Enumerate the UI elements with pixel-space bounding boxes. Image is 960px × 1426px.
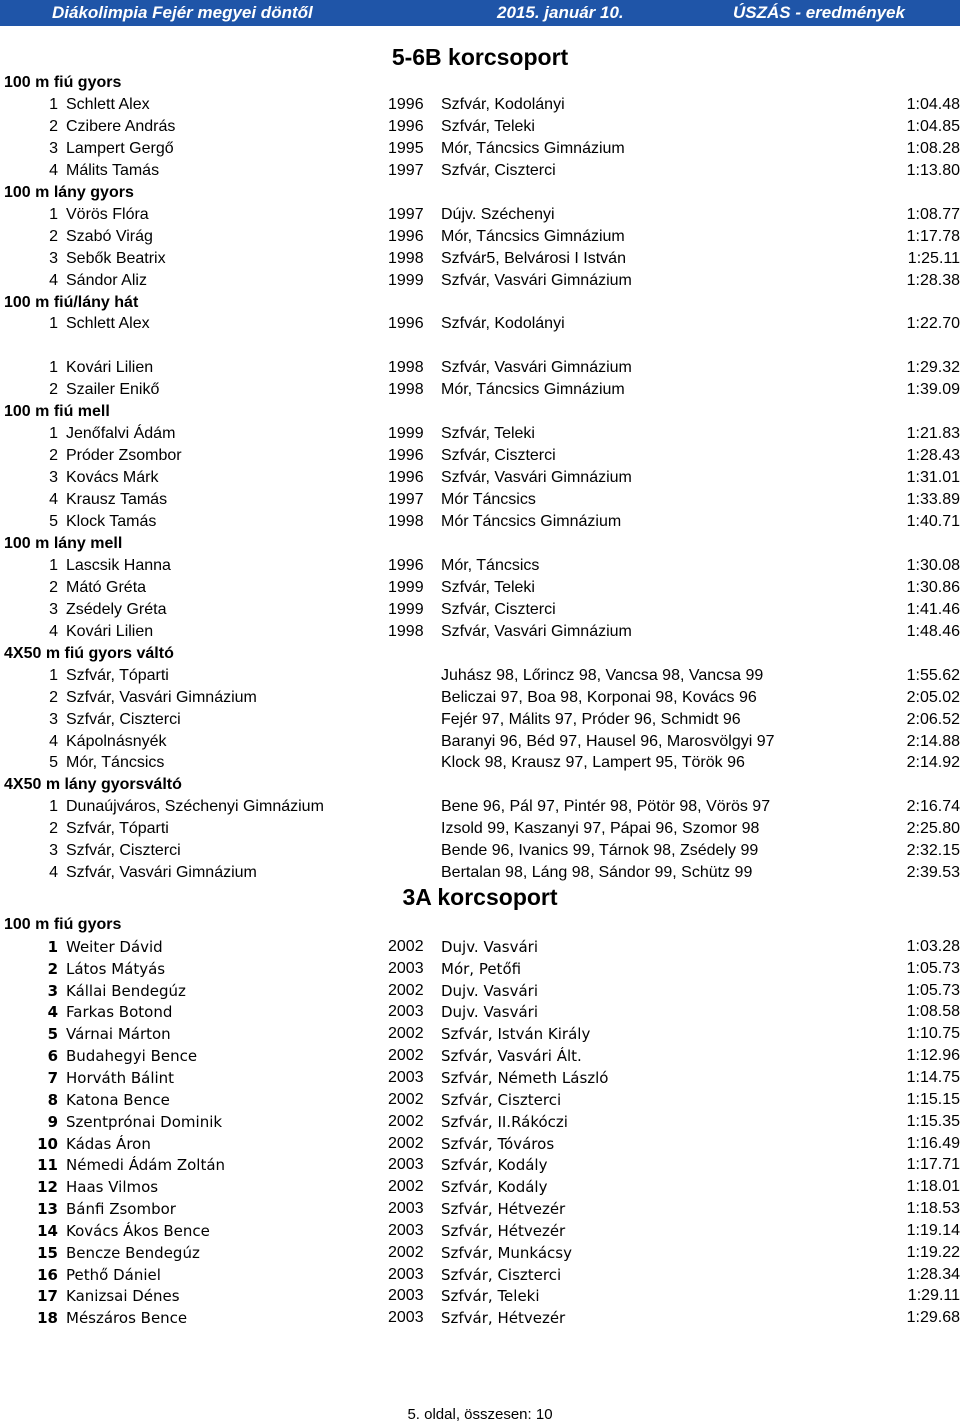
result-rank: 3 bbox=[49, 139, 58, 157]
result-time: 1:04.85 bbox=[906, 117, 960, 135]
result-name: Farkas Botond bbox=[66, 1003, 173, 1022]
result-club: Juhász 98, Lőrincz 98, Vancsa 98, Vancsa 99 bbox=[441, 666, 764, 684]
result-name: Klock Tamás bbox=[66, 513, 157, 530]
result-rank: 1 bbox=[49, 359, 58, 377]
result-name: Szfvár, Vasvári Gimnázium bbox=[66, 864, 257, 882]
result-time: 1:28.34 bbox=[906, 1265, 960, 1283]
result-year: 2003 bbox=[388, 1156, 424, 1174]
result-row bbox=[0, 601, 960, 623]
result-name: Bencze Bendegúz bbox=[66, 1243, 200, 1262]
result-rank: 3 bbox=[47, 981, 58, 1000]
result-row bbox=[0, 1047, 960, 1069]
result-rank: 4 bbox=[49, 161, 58, 179]
result-time: 1:18.53 bbox=[906, 1200, 960, 1218]
result-time: 1:40.71 bbox=[906, 513, 960, 530]
result-time: 1:48.46 bbox=[906, 622, 960, 640]
event-title: 100 m fiú gyors bbox=[4, 916, 122, 933]
result-club: Dujv. Vasvári bbox=[441, 981, 538, 1000]
result-name: Lampert Gergő bbox=[66, 139, 174, 157]
result-year: 2003 bbox=[388, 1309, 424, 1327]
result-row bbox=[0, 1309, 960, 1331]
result-club: Baranyi 96, Béd 97, Hausel 96, Marosvölgyi 97 bbox=[441, 732, 775, 750]
result-time: 1:21.83 bbox=[906, 425, 960, 443]
result-club: Szfvár, Kodály bbox=[441, 1178, 548, 1197]
result-club: Szfvár, Teleki bbox=[441, 1287, 540, 1306]
result-time: 1:05.73 bbox=[906, 959, 960, 977]
result-rank: 6 bbox=[47, 1047, 58, 1066]
result-club: Szfvár5, Belvárosi I István bbox=[441, 249, 626, 267]
result-row bbox=[0, 1003, 960, 1025]
result-club: Szfvár, Hétvezér bbox=[441, 1200, 566, 1219]
result-club: Szfvár, Ciszterci bbox=[441, 1090, 562, 1109]
result-time: 1:29.68 bbox=[906, 1309, 960, 1327]
section-title: 5-6B korcsoport bbox=[391, 44, 569, 70]
result-club: Szfvár, Ciszterci bbox=[441, 600, 556, 618]
result-year: 2002 bbox=[388, 981, 424, 999]
result-club: Szfvár, Vasvári Gimnázium bbox=[441, 469, 632, 487]
result-name: Horváth Bálint bbox=[66, 1068, 175, 1087]
result-name: Dunaújváros, Széchenyi Gimnázium bbox=[66, 798, 324, 816]
result-row bbox=[0, 623, 960, 645]
result-rank: 12 bbox=[37, 1178, 58, 1197]
result-rank: 1 bbox=[49, 666, 58, 684]
result-time: 1:28.38 bbox=[906, 271, 960, 289]
result-time: 1:25.11 bbox=[907, 249, 960, 267]
result-time: 1:22.70 bbox=[906, 315, 960, 333]
result-time: 1:18.01 bbox=[906, 1178, 960, 1196]
result-rank: 1 bbox=[49, 798, 58, 816]
result-name: Várnai Márton bbox=[66, 1025, 171, 1044]
result-year: 1996 bbox=[388, 95, 424, 113]
result-time: 1:08.58 bbox=[906, 1003, 960, 1021]
result-time: 1:04.48 bbox=[906, 95, 960, 113]
result-club: Szfvár, Vasvári Gimnázium bbox=[441, 271, 632, 289]
result-name: Jenőfalvi Ádám bbox=[66, 425, 176, 443]
header-competition: Diákolimpia Fejér megyei döntől bbox=[52, 3, 313, 22]
result-row bbox=[0, 118, 960, 140]
result-time: 1:08.28 bbox=[906, 139, 960, 157]
result-row bbox=[0, 447, 960, 469]
result-rank: 2 bbox=[49, 820, 58, 838]
result-row bbox=[0, 1222, 960, 1244]
result-club: Szfvár, Teleki bbox=[441, 425, 535, 443]
result-row bbox=[0, 513, 960, 535]
result-year: 2002 bbox=[388, 937, 424, 955]
result-time: 1:17.78 bbox=[906, 227, 960, 245]
result-time: 1:13.80 bbox=[906, 161, 960, 179]
result-row bbox=[0, 960, 960, 982]
result-rank: 4 bbox=[49, 271, 58, 289]
result-year: 1999 bbox=[388, 578, 424, 596]
result-year: 1999 bbox=[388, 600, 424, 618]
result-row bbox=[0, 842, 960, 864]
result-year: 1998 bbox=[388, 513, 424, 530]
result-name: Szailer Enikő bbox=[66, 381, 160, 399]
result-row bbox=[0, 820, 960, 842]
result-time: 1:30.86 bbox=[906, 578, 960, 596]
result-time: 1:28.43 bbox=[906, 447, 960, 465]
result-rank: 3 bbox=[49, 600, 58, 618]
result-row bbox=[0, 140, 960, 162]
result-rank: 2 bbox=[49, 578, 58, 596]
result-club: Szfvár, Vasvári Ált. bbox=[441, 1047, 582, 1066]
result-club: Izsold 99, Kaszanyi 97, Pápai 96, Szomor 98 bbox=[441, 820, 760, 838]
result-club: Szfvár, Munkácsy bbox=[441, 1243, 572, 1262]
result-name: Szfvár, Vasvári Gimnázium bbox=[66, 688, 257, 706]
result-club: Dujv. Vasvári bbox=[441, 937, 538, 956]
result-rank: 4 bbox=[47, 1003, 58, 1022]
result-year: 1996 bbox=[388, 117, 424, 135]
header-date: 2015. január 10. bbox=[497, 3, 624, 22]
result-name: Pethő Dániel bbox=[66, 1265, 161, 1284]
result-year: 1997 bbox=[388, 205, 424, 223]
result-name: Zsédely Gréta bbox=[66, 600, 167, 618]
result-time: 1:17.71 bbox=[906, 1156, 960, 1174]
result-name: Kanizsai Dénes bbox=[66, 1287, 180, 1306]
result-rank: 9 bbox=[47, 1112, 58, 1131]
result-rank: 2 bbox=[49, 447, 58, 465]
result-row bbox=[0, 228, 960, 250]
result-rank: 16 bbox=[37, 1265, 58, 1284]
result-rank: 4 bbox=[49, 622, 58, 640]
result-row bbox=[0, 1069, 960, 1091]
result-name: Mátó Gréta bbox=[66, 578, 147, 596]
result-rank: 5 bbox=[47, 1025, 58, 1044]
result-name: Látos Mátyás bbox=[66, 959, 166, 978]
result-club: Szfvár, Teleki bbox=[441, 578, 535, 596]
result-row bbox=[0, 982, 960, 1004]
event-title: 100 m fiú mell bbox=[4, 403, 110, 421]
result-club: Szfvár, Hétvezér bbox=[441, 1309, 566, 1328]
result-rank: 3 bbox=[49, 842, 58, 860]
result-club: Szfvár, Németh László bbox=[441, 1068, 609, 1087]
result-rank: 13 bbox=[37, 1200, 58, 1219]
result-rank: 7 bbox=[47, 1068, 58, 1087]
page-footer: 5. oldal, összesen: 10 bbox=[407, 1406, 553, 1423]
result-rank: 2 bbox=[49, 227, 58, 245]
result-year: 1999 bbox=[388, 271, 424, 289]
result-club: Mór Táncsics Gimnázium bbox=[441, 513, 622, 530]
result-time: 2:14.92 bbox=[906, 754, 960, 772]
result-row bbox=[0, 1113, 960, 1135]
result-club: Mór, Táncsics bbox=[441, 556, 540, 574]
result-rank: 5 bbox=[49, 754, 58, 772]
result-time: 1:19.14 bbox=[906, 1221, 960, 1239]
result-club: Mór, Táncsics Gimnázium bbox=[441, 139, 625, 157]
result-name: Málits Tamás bbox=[66, 161, 160, 179]
event-title: 100 m fiú/lány hát bbox=[4, 293, 139, 311]
result-club: Szfvár, Ciszterci bbox=[441, 1265, 562, 1284]
result-club: Fejér 97, Málits 97, Próder 96, Schmidt 96 bbox=[441, 710, 741, 728]
result-time: 1:16.49 bbox=[906, 1134, 960, 1152]
result-rank: 2 bbox=[49, 381, 58, 399]
result-name: Czibere András bbox=[66, 117, 176, 135]
result-row bbox=[0, 96, 960, 118]
result-name: Kádas Áron bbox=[66, 1134, 151, 1153]
result-rank: 5 bbox=[49, 513, 58, 530]
result-club: Szfvár, Tóváros bbox=[441, 1134, 555, 1153]
result-row bbox=[0, 250, 960, 272]
result-name: Szfvár, Tóparti bbox=[66, 820, 169, 838]
result-row bbox=[0, 711, 960, 733]
result-year: 2002 bbox=[388, 1243, 424, 1261]
result-club: Szfvár, Teleki bbox=[441, 117, 535, 135]
event-title: 100 m lány mell bbox=[4, 534, 123, 552]
result-time: 1:29.11 bbox=[907, 1287, 960, 1305]
result-row bbox=[0, 491, 960, 513]
result-name: Kovács Ákos Bence bbox=[66, 1221, 210, 1240]
result-rank: 3 bbox=[49, 469, 58, 487]
result-name: Kovári Lilien bbox=[66, 359, 154, 377]
result-time: 2:14.88 bbox=[906, 732, 960, 750]
result-name: Schlett Alex bbox=[66, 315, 150, 333]
result-club: Szfvár, Kodolányi bbox=[441, 315, 565, 333]
result-club: Szfvár, Ciszterci bbox=[441, 161, 556, 179]
page-header bbox=[0, 0, 960, 26]
result-club: Szfvár, Vasvári Gimnázium bbox=[441, 359, 632, 377]
result-club: Szfvár, Hétvezér bbox=[441, 1221, 566, 1240]
result-time: 1:05.73 bbox=[906, 981, 960, 999]
result-row bbox=[0, 733, 960, 755]
result-row bbox=[0, 1200, 960, 1222]
result-rank: 1 bbox=[49, 425, 58, 443]
result-row bbox=[0, 469, 960, 491]
result-club: Szfvár, Vasvári Gimnázium bbox=[441, 622, 632, 640]
result-year: 1998 bbox=[388, 249, 424, 267]
result-rank: 3 bbox=[49, 710, 58, 728]
result-club: Szfvár, Ciszterci bbox=[441, 447, 556, 465]
result-club: Mór Táncsics bbox=[441, 491, 536, 509]
result-name: Kápolnásnyék bbox=[66, 732, 167, 750]
result-row bbox=[0, 315, 960, 337]
result-rank: 11 bbox=[37, 1156, 58, 1175]
result-row bbox=[0, 798, 960, 820]
result-time: 2:25.80 bbox=[906, 820, 960, 838]
result-time: 2:32.15 bbox=[906, 842, 960, 860]
result-year: 2003 bbox=[388, 1221, 424, 1239]
result-row bbox=[0, 938, 960, 960]
result-club: Dujv. Vasvári bbox=[441, 1003, 538, 1022]
result-time: 1:39.09 bbox=[906, 381, 960, 399]
result-club: Beliczai 97, Boa 98, Korponai 98, Kovács 96 bbox=[441, 688, 757, 706]
result-rank: 2 bbox=[49, 117, 58, 135]
result-rank: 3 bbox=[49, 249, 58, 267]
result-time: 1:15.35 bbox=[906, 1112, 960, 1130]
result-year: 2003 bbox=[388, 1265, 424, 1283]
result-row bbox=[0, 272, 960, 294]
result-club: Szfvár, Kodály bbox=[441, 1156, 548, 1175]
result-name: Szabó Virág bbox=[66, 227, 153, 245]
result-name: Sebők Beatrix bbox=[66, 249, 166, 267]
result-time: 1:30.08 bbox=[906, 556, 960, 574]
result-rank: 1 bbox=[49, 315, 58, 333]
result-year: 2002 bbox=[388, 1025, 424, 1043]
result-name: Szfvár, Ciszterci bbox=[66, 842, 181, 860]
result-year: 2002 bbox=[388, 1134, 424, 1152]
result-year: 1998 bbox=[388, 622, 424, 640]
result-year: 2003 bbox=[388, 1287, 424, 1305]
result-rank: 4 bbox=[49, 491, 58, 509]
result-rank: 17 bbox=[37, 1287, 58, 1306]
result-time: 1:55.62 bbox=[906, 666, 960, 684]
result-year: 1996 bbox=[388, 447, 424, 465]
result-year: 1998 bbox=[388, 359, 424, 377]
result-name: Szfvár, Tóparti bbox=[66, 666, 169, 684]
result-year: 1996 bbox=[388, 315, 424, 333]
result-year: 1996 bbox=[388, 227, 424, 245]
result-club: Szfvár, István Király bbox=[441, 1025, 591, 1044]
result-name: Kovári Lilien bbox=[66, 622, 154, 640]
result-year: 1996 bbox=[388, 556, 424, 574]
result-rank: 1 bbox=[49, 95, 58, 113]
result-rank: 14 bbox=[37, 1221, 58, 1240]
result-row bbox=[0, 1091, 960, 1113]
result-row bbox=[0, 1266, 960, 1288]
result-time: 1:03.28 bbox=[906, 937, 960, 955]
result-time: 2:16.74 bbox=[906, 798, 960, 816]
result-rank: 18 bbox=[37, 1309, 58, 1328]
result-name: Schlett Alex bbox=[66, 95, 150, 113]
result-name: Szfvár, Ciszterci bbox=[66, 710, 181, 728]
result-row bbox=[0, 359, 960, 381]
result-name: Próder Zsombor bbox=[66, 447, 182, 465]
result-row bbox=[0, 689, 960, 711]
result-row bbox=[0, 425, 960, 447]
result-year: 1997 bbox=[388, 491, 424, 509]
result-year: 2002 bbox=[388, 1112, 424, 1130]
result-name: Mészáros Bence bbox=[66, 1309, 188, 1328]
result-name: Katona Bence bbox=[66, 1090, 170, 1109]
result-rank: 1 bbox=[47, 937, 58, 956]
result-row bbox=[0, 579, 960, 601]
result-year: 1996 bbox=[388, 469, 424, 487]
result-time: 2:05.02 bbox=[906, 688, 960, 706]
result-year: 1998 bbox=[388, 381, 424, 399]
result-row bbox=[0, 864, 960, 886]
result-year: 2003 bbox=[388, 1068, 424, 1086]
result-club: Bertalan 98, Láng 98, Sándor 99, Schütz 99 bbox=[441, 864, 753, 882]
result-name: Szentprónai Dominik bbox=[66, 1112, 223, 1131]
result-row bbox=[0, 1287, 960, 1309]
result-rank: 1 bbox=[49, 205, 58, 223]
result-name: Bánfi Zsombor bbox=[66, 1200, 176, 1219]
result-row bbox=[0, 667, 960, 689]
result-year: 2003 bbox=[388, 1200, 424, 1218]
result-club: Klock 98, Krausz 97, Lampert 95, Török 96 bbox=[441, 754, 745, 772]
result-year: 2002 bbox=[388, 1047, 424, 1065]
event-title: 100 m lány gyors bbox=[4, 183, 134, 201]
result-club: Bene 96, Pál 97, Pintér 98, Pötör 98, Vörös 97 bbox=[441, 798, 771, 816]
result-name: Weiter Dávid bbox=[66, 937, 163, 956]
section-title: 3A korcsoport bbox=[402, 884, 558, 910]
result-rank: 15 bbox=[37, 1243, 58, 1262]
result-year: 1997 bbox=[388, 161, 424, 179]
result-year: 2003 bbox=[388, 959, 424, 977]
result-row bbox=[0, 162, 960, 184]
result-row bbox=[0, 1156, 960, 1178]
result-rank: 10 bbox=[37, 1134, 58, 1153]
result-row bbox=[0, 1178, 960, 1200]
result-row bbox=[0, 206, 960, 228]
event-title: 4X50 m fiú gyors váltó bbox=[4, 644, 174, 662]
result-rank: 1 bbox=[49, 556, 58, 574]
result-time: 1:41.46 bbox=[906, 600, 960, 618]
result-row bbox=[0, 1025, 960, 1047]
result-rank: 8 bbox=[47, 1090, 58, 1109]
result-name: Némedi Ádám Zoltán bbox=[66, 1156, 226, 1175]
result-name: Krausz Tamás bbox=[66, 491, 168, 509]
result-time: 1:14.75 bbox=[906, 1068, 960, 1086]
result-name: Kállai Bendegúz bbox=[66, 981, 186, 1000]
result-club: Mór, Táncsics Gimnázium bbox=[441, 381, 625, 399]
result-name: Sándor Aliz bbox=[66, 271, 147, 289]
result-row bbox=[0, 557, 960, 579]
result-year: 1999 bbox=[388, 425, 424, 443]
result-year: 2002 bbox=[388, 1090, 424, 1108]
result-name: Budahegyi Bence bbox=[66, 1047, 198, 1066]
result-year: 2002 bbox=[388, 1178, 424, 1196]
result-name: Haas Vilmos bbox=[66, 1178, 159, 1197]
result-club: Mór, Táncsics Gimnázium bbox=[441, 227, 625, 245]
header-results: ÚSZÁS - eredmények bbox=[733, 3, 905, 22]
result-name: Lascsik Hanna bbox=[66, 556, 171, 574]
result-name: Mór, Táncsics bbox=[66, 754, 165, 772]
result-time: 1:19.22 bbox=[906, 1243, 960, 1261]
event-title: 4X50 m lány gyorsváltó bbox=[4, 776, 182, 794]
result-time: 2:06.52 bbox=[906, 710, 960, 728]
event-title: 100 m fiú gyors bbox=[4, 74, 122, 91]
result-time: 1:31.01 bbox=[906, 469, 960, 487]
result-name: Kovács Márk bbox=[66, 469, 159, 487]
result-club: Dújv. Széchenyi bbox=[441, 205, 555, 223]
result-time: 1:29.32 bbox=[906, 359, 960, 377]
result-row bbox=[0, 381, 960, 403]
result-row bbox=[0, 1135, 960, 1157]
result-time: 1:33.89 bbox=[906, 491, 960, 509]
result-rank: 4 bbox=[49, 732, 58, 750]
result-row bbox=[0, 1244, 960, 1266]
result-time: 2:39.53 bbox=[906, 864, 960, 882]
result-club: Szfvár, Kodolányi bbox=[441, 95, 565, 113]
result-club: Mór, Petőfi bbox=[441, 959, 522, 978]
result-rank: 2 bbox=[47, 959, 58, 978]
result-name: Vörös Flóra bbox=[66, 205, 149, 223]
result-rank: 2 bbox=[49, 688, 58, 706]
result-time: 1:10.75 bbox=[906, 1025, 960, 1043]
result-time: 1:08.77 bbox=[906, 205, 960, 223]
result-club: Bende 96, Ivanics 99, Tárnok 98, Zsédely 99 bbox=[441, 842, 759, 860]
result-rank: 4 bbox=[49, 864, 58, 882]
result-year: 2003 bbox=[388, 1003, 424, 1021]
result-time: 1:12.96 bbox=[906, 1047, 960, 1065]
result-club: Szfvár, II.Rákóczi bbox=[441, 1112, 568, 1131]
result-row bbox=[0, 754, 960, 776]
result-time: 1:15.15 bbox=[906, 1090, 960, 1108]
result-year: 1995 bbox=[388, 139, 424, 157]
